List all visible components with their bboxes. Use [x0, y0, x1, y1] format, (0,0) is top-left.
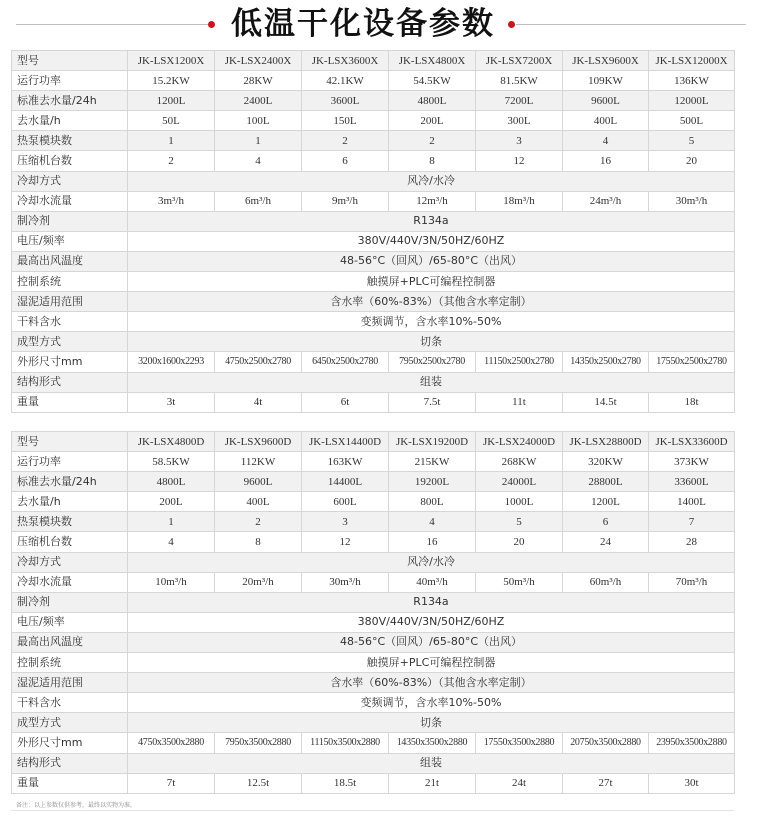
table-cell: 268KW — [476, 452, 563, 472]
table-cell: 2 — [302, 131, 389, 151]
table-cell: 600L — [302, 492, 389, 512]
row-label: 外形尺寸mm — [12, 352, 128, 372]
table-row — [12, 552, 735, 572]
table-cell: 12 — [476, 151, 563, 171]
row-label: 结构形式 — [12, 753, 128, 773]
table-cell: 23950x3500x2880 — [649, 733, 735, 753]
table-row — [12, 753, 735, 773]
table-row — [12, 292, 735, 312]
spec-table-d-series — [11, 431, 735, 794]
row-label: 热泵模块数 — [12, 131, 128, 151]
table-row — [12, 713, 735, 733]
row-label: 运行功率 — [12, 452, 128, 472]
row-label: 冷却方式 — [12, 552, 128, 572]
row-label: 压缩机台数 — [12, 532, 128, 552]
table-row — [12, 151, 735, 171]
table-cell: 4750x2500x2780 — [215, 352, 302, 372]
table-cell: 150L — [302, 111, 389, 131]
table-row — [12, 693, 735, 713]
table-cell: JK-LSX14400D — [302, 432, 389, 452]
table-cell: 3200x1600x2293 — [128, 352, 215, 372]
table-row — [12, 653, 735, 673]
row-label: 冷却水流量 — [12, 191, 128, 211]
table-row — [12, 111, 735, 131]
table-cell: 50L — [128, 111, 215, 131]
table-cell: 18t — [649, 392, 735, 412]
table-cell: 6 — [302, 151, 389, 171]
table-cell: 1400L — [649, 492, 735, 512]
table-cell: 24 — [563, 532, 649, 552]
table-cell: 18m³/h — [476, 191, 563, 211]
table-cell: 200L — [389, 111, 476, 131]
table-cell: 17550x2500x2780 — [649, 352, 735, 372]
table-row — [12, 91, 735, 111]
table-cell: 6m³/h — [215, 191, 302, 211]
table-row — [12, 452, 735, 472]
row-label: 冷却方式 — [12, 171, 128, 191]
row-label: 型号 — [12, 432, 128, 452]
spanned-cell: 切条 — [128, 332, 735, 352]
table-cell: 4800L — [128, 472, 215, 492]
spanned-cell: 48-56°C（回风）/65-80°C（出风） — [128, 632, 735, 652]
table-cell: 163KW — [302, 452, 389, 472]
table-cell: 109KW — [563, 71, 649, 91]
table-cell: 15.2KW — [128, 71, 215, 91]
table-cell: JK-LSX19200D — [389, 432, 476, 452]
table-cell: 2400L — [215, 91, 302, 111]
table-cell: 20 — [649, 151, 735, 171]
table-cell: 14350x2500x2780 — [563, 352, 649, 372]
table-cell: 6 — [563, 512, 649, 532]
table-cell: 7950x3500x2880 — [215, 733, 302, 753]
row-label: 干料含水 — [12, 312, 128, 332]
table-cell: 24m³/h — [563, 191, 649, 211]
table-cell: 60m³/h — [563, 572, 649, 592]
spanned-cell: R134a — [128, 592, 735, 612]
table-cell: 81.5KW — [476, 71, 563, 91]
table-cell: 28800L — [563, 472, 649, 492]
table-row — [12, 171, 735, 191]
table-cell: 4750x3500x2880 — [128, 733, 215, 753]
table-cell: 16 — [389, 532, 476, 552]
table-cell: 200L — [128, 492, 215, 512]
table-cell: 4t — [215, 392, 302, 412]
row-label: 最高出风温度 — [12, 251, 128, 271]
table-cell: 4 — [563, 131, 649, 151]
row-label: 标准去水量/24h — [12, 472, 128, 492]
table-cell: 800L — [389, 492, 476, 512]
table-cell: 9600L — [563, 91, 649, 111]
table-cell: 1 — [128, 131, 215, 151]
table-cell: 30m³/h — [649, 191, 735, 211]
table-row — [12, 492, 735, 512]
table-cell: 24000L — [476, 472, 563, 492]
table-cell: 3 — [476, 131, 563, 151]
table-cell: JK-LSX4800D — [128, 432, 215, 452]
spanned-cell: 变频调节，含水率10%-50% — [128, 693, 735, 713]
table-cell: 1000L — [476, 492, 563, 512]
table-cell: 12000L — [649, 91, 735, 111]
row-label: 干料含水 — [12, 693, 128, 713]
table-row — [12, 673, 735, 693]
table-row — [12, 251, 735, 271]
table-cell: JK-LSX7200X — [476, 51, 563, 71]
table-cell: 7 — [649, 512, 735, 532]
row-label: 型号 — [12, 51, 128, 71]
table-cell: 30m³/h — [302, 572, 389, 592]
table-cell: 373KW — [649, 452, 735, 472]
table-cell: 136KW — [649, 71, 735, 91]
table-row — [12, 71, 735, 91]
table-cell: 7t — [128, 773, 215, 793]
table-cell: 50m³/h — [476, 572, 563, 592]
table-row — [12, 392, 735, 412]
table-row — [12, 733, 735, 753]
table-cell: 70m³/h — [649, 572, 735, 592]
table-cell: JK-LSX9600X — [563, 51, 649, 71]
table-cell: 3600L — [302, 91, 389, 111]
table-cell: 400L — [563, 111, 649, 131]
table-row — [12, 191, 735, 211]
table-row — [12, 532, 735, 552]
table-row — [12, 332, 735, 352]
row-label: 控制系统 — [12, 272, 128, 292]
row-label: 湿泥适用范围 — [12, 292, 128, 312]
spanned-cell: 变频调节，含水率10%-50% — [128, 312, 735, 332]
table-row — [12, 432, 735, 452]
table-cell: 7200L — [476, 91, 563, 111]
table-cell: 27t — [563, 773, 649, 793]
title-bar — [0, 0, 760, 46]
bottom-divider — [11, 810, 734, 811]
row-label: 制冷剂 — [12, 211, 128, 231]
table-cell: 28KW — [215, 71, 302, 91]
table-cell: 16 — [563, 151, 649, 171]
row-label: 结构形式 — [12, 372, 128, 392]
footnote: 备注：以上参数仅供参考，最终以实物为准。 — [16, 802, 137, 809]
table-row — [12, 472, 735, 492]
table-cell: 5 — [649, 131, 735, 151]
row-label: 重量 — [12, 392, 128, 412]
row-label: 成型方式 — [12, 332, 128, 352]
table-cell: JK-LSX4800X — [389, 51, 476, 71]
table-cell: 4 — [389, 512, 476, 532]
spanned-cell: 触摸屏+PLC可编程控制器 — [128, 653, 735, 673]
table-row — [12, 773, 735, 793]
table-cell: 14350x3500x2880 — [389, 733, 476, 753]
table-cell: 14400L — [302, 472, 389, 492]
table-row — [12, 572, 735, 592]
table-cell: 7950x2500x2780 — [389, 352, 476, 372]
table-cell: 54.5KW — [389, 71, 476, 91]
table-cell: 400L — [215, 492, 302, 512]
table-row — [12, 211, 735, 231]
row-label: 成型方式 — [12, 713, 128, 733]
table-cell: 3m³/h — [128, 191, 215, 211]
table-cell: 4 — [128, 532, 215, 552]
row-label: 控制系统 — [12, 653, 128, 673]
page-title: 低温干化设备参数 — [231, 6, 495, 42]
table-cell: 14.5t — [563, 392, 649, 412]
title-dot-left — [208, 21, 215, 28]
table-cell: 20750x3500x2880 — [563, 733, 649, 753]
table-cell: 7.5t — [389, 392, 476, 412]
table-cell: 112KW — [215, 452, 302, 472]
table-cell: 12m³/h — [389, 191, 476, 211]
table-row — [12, 592, 735, 612]
row-label: 去水量/h — [12, 111, 128, 131]
table-row — [12, 272, 735, 292]
table-row — [12, 372, 735, 392]
row-label: 冷却水流量 — [12, 572, 128, 592]
spanned-cell: 组装 — [128, 372, 735, 392]
spanned-cell: 风冷/水冷 — [128, 552, 735, 572]
table-row — [12, 632, 735, 652]
spanned-cell: R134a — [128, 211, 735, 231]
table-cell: 58.5KW — [128, 452, 215, 472]
table-row — [12, 312, 735, 332]
table-cell: 2 — [215, 512, 302, 532]
table-cell: 18.5t — [302, 773, 389, 793]
table-cell: 9m³/h — [302, 191, 389, 211]
table-cell: 20m³/h — [215, 572, 302, 592]
table-cell: JK-LSX2400X — [215, 51, 302, 71]
table-cell: 9600L — [215, 472, 302, 492]
table-cell: 12 — [302, 532, 389, 552]
row-label: 重量 — [12, 773, 128, 793]
table-cell: 1200L — [128, 91, 215, 111]
table-cell: 11t — [476, 392, 563, 412]
table-cell: 30t — [649, 773, 735, 793]
table-cell: 100L — [215, 111, 302, 131]
spanned-cell: 组装 — [128, 753, 735, 773]
table-cell: 28 — [649, 532, 735, 552]
table-cell: 1 — [215, 131, 302, 151]
table-cell: 500L — [649, 111, 735, 131]
table-cell: 4800L — [389, 91, 476, 111]
table-cell: 1 — [128, 512, 215, 532]
table-cell: 33600L — [649, 472, 735, 492]
table-cell: 2 — [128, 151, 215, 171]
table-cell: 21t — [389, 773, 476, 793]
title-dot-right — [508, 21, 515, 28]
table-cell: 215KW — [389, 452, 476, 472]
table-cell: 12.5t — [215, 773, 302, 793]
row-label: 电压/频率 — [12, 612, 128, 632]
table-cell: 10m³/h — [128, 572, 215, 592]
table-row — [12, 131, 735, 151]
table-cell: 40m³/h — [389, 572, 476, 592]
title-divider-left — [16, 24, 208, 25]
table-cell: 2 — [389, 131, 476, 151]
row-label: 湿泥适用范围 — [12, 673, 128, 693]
table-cell: 5 — [476, 512, 563, 532]
table-cell: JK-LSX1200X — [128, 51, 215, 71]
spanned-cell: 切条 — [128, 713, 735, 733]
table-row — [12, 51, 735, 71]
table-cell: 6450x2500x2780 — [302, 352, 389, 372]
table-cell: JK-LSX24000D — [476, 432, 563, 452]
table-row — [12, 612, 735, 632]
table-cell: JK-LSX3600X — [302, 51, 389, 71]
table-cell: 8 — [215, 532, 302, 552]
table-cell: 8 — [389, 151, 476, 171]
table-cell: 3t — [128, 392, 215, 412]
spec-table-x-series — [11, 50, 735, 413]
table-cell: 320KW — [563, 452, 649, 472]
table-row — [12, 512, 735, 532]
table-cell: 11150x3500x2880 — [302, 733, 389, 753]
table-cell: 19200L — [389, 472, 476, 492]
title-divider-right — [516, 24, 746, 25]
spanned-cell: 48-56°C（回风）/65-80°C（出风） — [128, 251, 735, 271]
table-row — [12, 231, 735, 251]
table-cell: 42.1KW — [302, 71, 389, 91]
row-label: 最高出风温度 — [12, 632, 128, 652]
spanned-cell: 含水率（60%-83%）（其他含水率定制） — [128, 292, 735, 312]
row-label: 制冷剂 — [12, 592, 128, 612]
table-cell: 20 — [476, 532, 563, 552]
row-label: 运行功率 — [12, 71, 128, 91]
table-cell: 4 — [215, 151, 302, 171]
row-label: 热泵模块数 — [12, 512, 128, 532]
row-label: 电压/频率 — [12, 231, 128, 251]
spanned-cell: 含水率（60%-83%）（其他含水率定制） — [128, 673, 735, 693]
table-cell: JK-LSX9600D — [215, 432, 302, 452]
row-label: 标准去水量/24h — [12, 91, 128, 111]
table-row — [12, 352, 735, 372]
table-cell: 11150x2500x2780 — [476, 352, 563, 372]
table-cell: 17550x3500x2880 — [476, 733, 563, 753]
table-cell: JK-LSX28800D — [563, 432, 649, 452]
spanned-cell: 380V/440V/3N/50HZ/60HZ — [128, 231, 735, 251]
table-cell: JK-LSX33600D — [649, 432, 735, 452]
spanned-cell: 风冷/水冷 — [128, 171, 735, 191]
table-cell: 3 — [302, 512, 389, 532]
table-cell: 6t — [302, 392, 389, 412]
row-label: 压缩机台数 — [12, 151, 128, 171]
spanned-cell: 触摸屏+PLC可编程控制器 — [128, 272, 735, 292]
table-cell: 1200L — [563, 492, 649, 512]
table-cell: JK-LSX12000X — [649, 51, 735, 71]
row-label: 外形尺寸mm — [12, 733, 128, 753]
table-cell: 300L — [476, 111, 563, 131]
spanned-cell: 380V/440V/3N/50HZ/60HZ — [128, 612, 735, 632]
row-label: 去水量/h — [12, 492, 128, 512]
table-cell: 24t — [476, 773, 563, 793]
